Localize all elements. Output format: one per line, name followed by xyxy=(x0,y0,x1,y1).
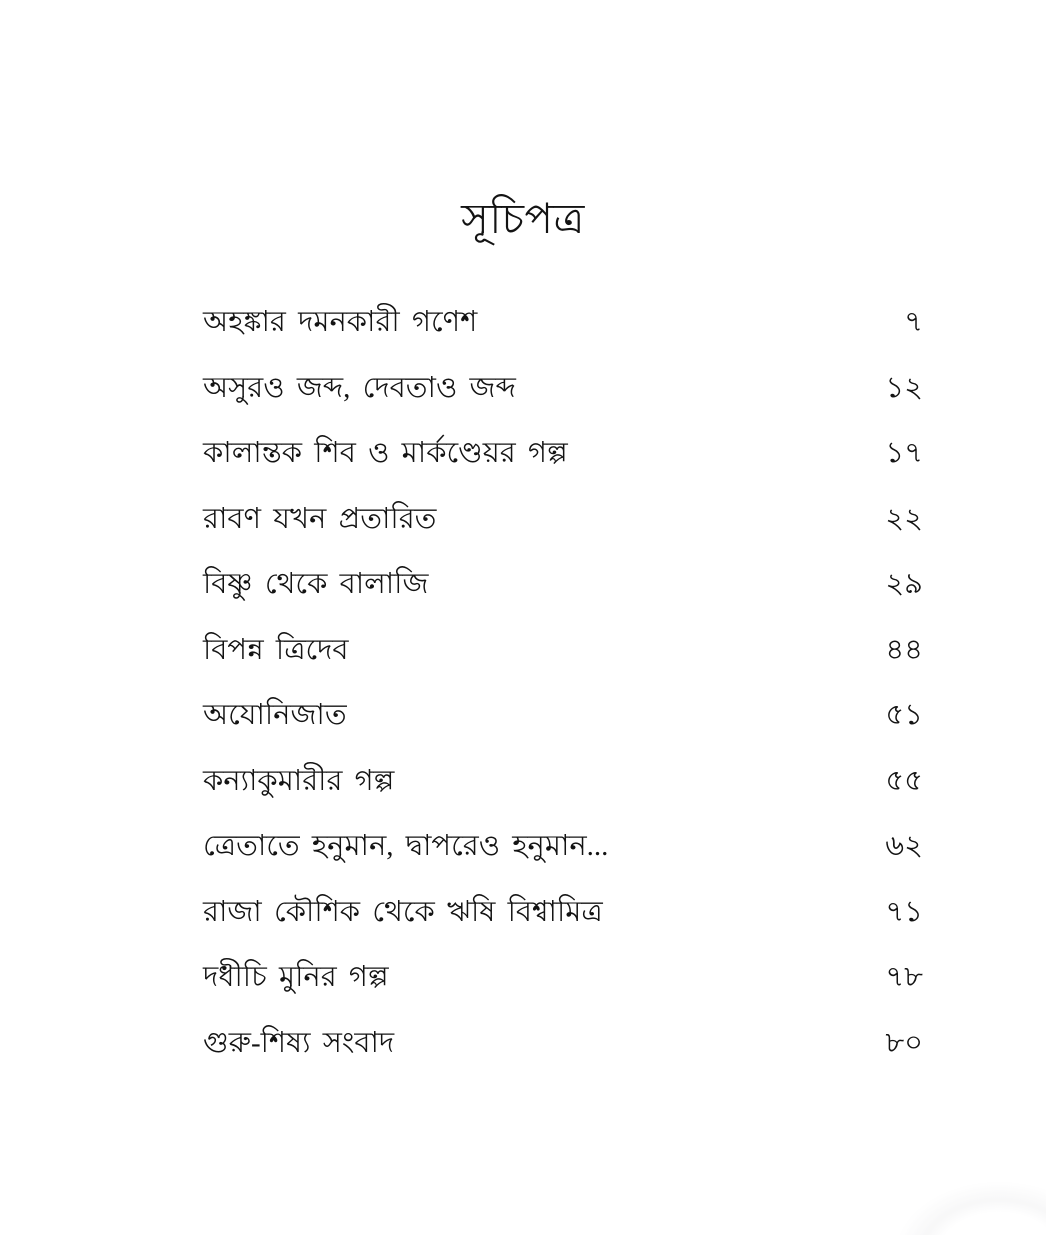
toc-entry-page-number: ৫৫ xyxy=(885,764,923,797)
list-item[interactable] xyxy=(203,632,923,698)
toc-entry-label: রাজা কৌশিক থেকে ঋষি বিশ্বামিত্র xyxy=(203,895,603,928)
toc-entry-page-number: ৭ xyxy=(904,306,923,338)
toc-entry-label: অযোনিজাত xyxy=(203,699,347,731)
toc-entry-page-number: ৭১ xyxy=(885,895,923,928)
toc-entry-label: রাবণ যখন প্রতারিত xyxy=(203,502,437,535)
toc-entry-label: কন্যাকুমারীর গল্প xyxy=(203,764,395,797)
scan-artifact xyxy=(894,1181,1046,1235)
list-item[interactable] xyxy=(203,304,923,370)
toc-entry-label: বিষ্ণু থেকে বালাজি xyxy=(203,568,429,600)
toc-entry-label: বিপন্ন ত্রিদেব xyxy=(203,633,349,666)
list-item[interactable] xyxy=(203,763,923,829)
toc-entry-label: দধীচি মুনির গল্প xyxy=(203,961,389,993)
list-item[interactable] xyxy=(203,894,923,960)
list-item[interactable] xyxy=(203,501,923,567)
toc-entry-label: গুরু-শিষ্য সংবাদ xyxy=(203,1026,395,1059)
list-item[interactable] xyxy=(203,1025,923,1091)
toc-entry-page-number: ৭৮ xyxy=(885,961,923,993)
toc-entry-label: অহঙ্কার দমনকারী গণেশ xyxy=(203,306,478,338)
list-item[interactable] xyxy=(203,697,923,763)
list-item[interactable] xyxy=(203,566,923,632)
toc-entry-label: ত্রেতাতে হনুমান, দ্বাপরেও হনুমান... xyxy=(203,830,609,862)
list-item[interactable] xyxy=(203,828,923,894)
toc-entry-page-number: ৫১ xyxy=(885,699,923,731)
toc-entry-page-number: ২৯ xyxy=(885,568,923,600)
toc-entry-page-number: ৬২ xyxy=(885,830,923,862)
toc-entry-page-number: ২২ xyxy=(885,502,923,535)
toc-entry-page-number: ৪৪ xyxy=(885,633,923,666)
page-title: সূচিপত্র xyxy=(461,197,585,243)
toc-entry-label: কালান্তক শিব ও মার্কণ্ডেয়র গল্প xyxy=(203,437,568,469)
toc-entry-label: অসুরও জব্দ, দেবতাও জব্দ xyxy=(203,371,516,404)
toc-entry-page-number: ৮০ xyxy=(885,1026,923,1059)
list-item[interactable] xyxy=(203,959,923,1025)
toc-entry-page-number: ১২ xyxy=(885,371,923,404)
toc-entry-page-number: ১৭ xyxy=(885,437,923,469)
list-item[interactable] xyxy=(203,435,923,501)
table-of-contents-list xyxy=(203,304,923,1090)
list-item[interactable] xyxy=(203,370,923,436)
